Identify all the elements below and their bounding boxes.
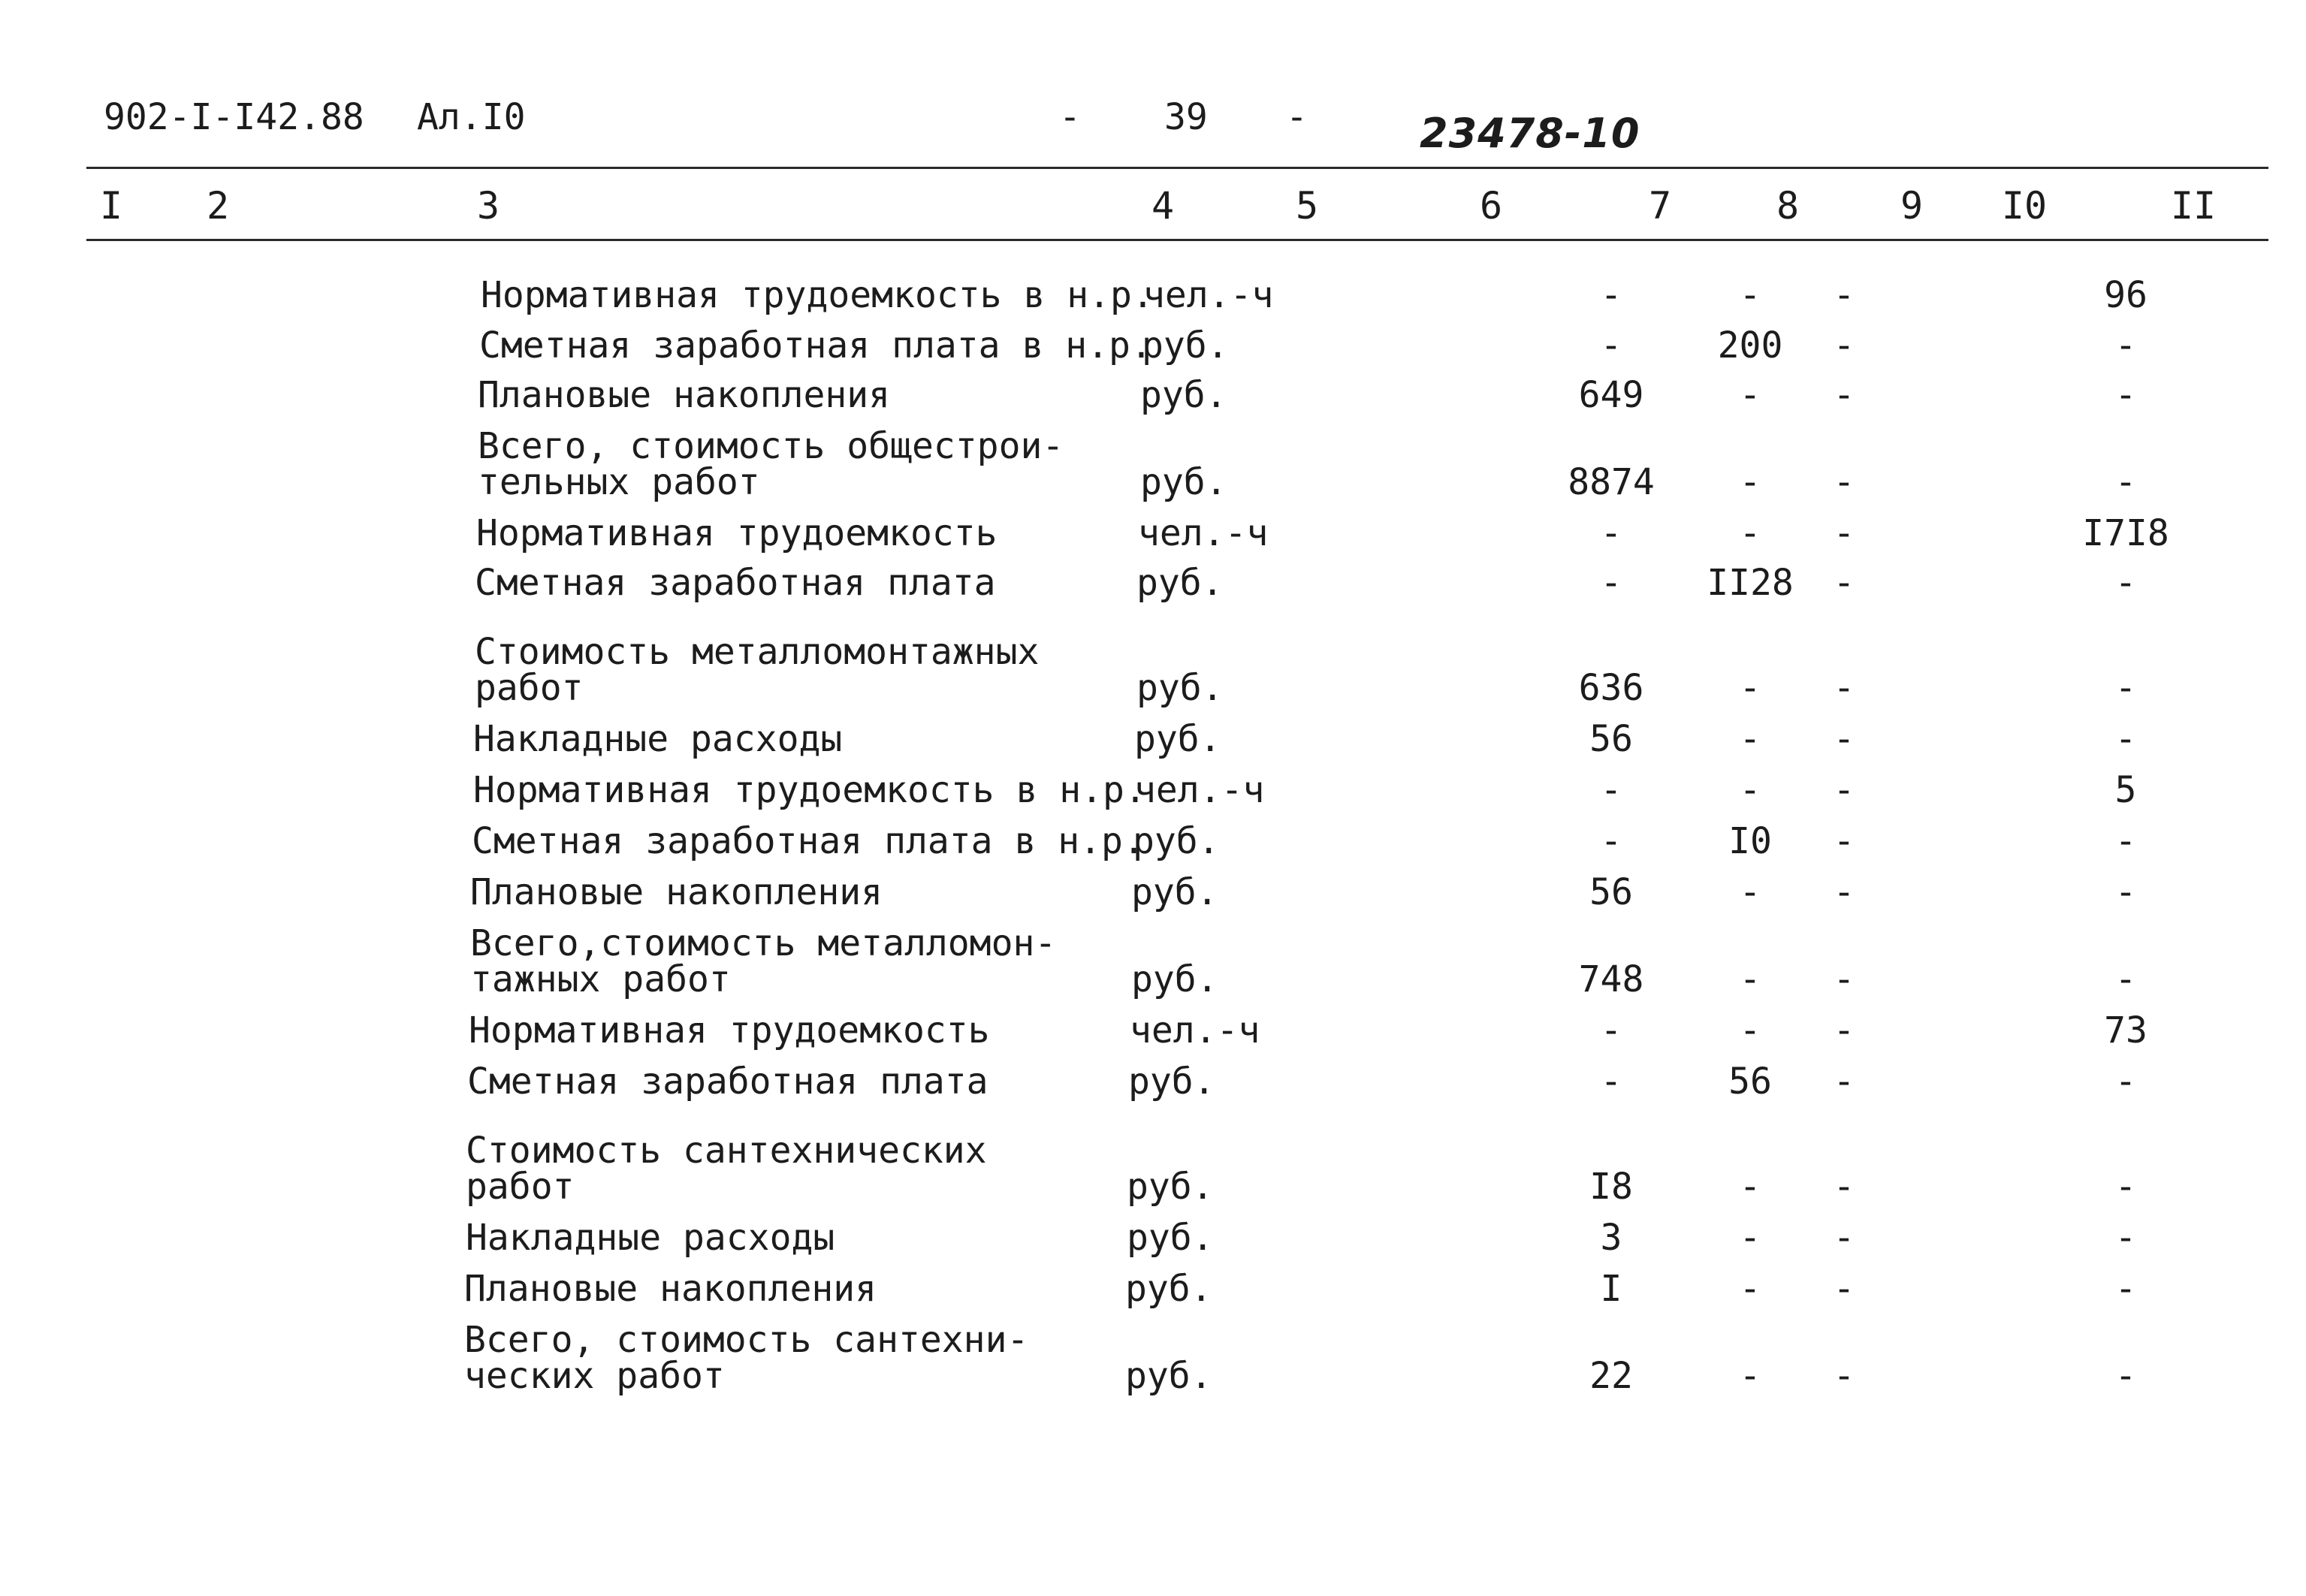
row-unit: руб. [1136,667,1224,709]
row-value-c7: - [1600,274,1622,316]
row-value-c11: 5 [2114,769,2137,811]
row-description: Накладные расходы [473,718,843,760]
column-number: 9 [1900,184,1924,228]
row-description: Плановые накопления [464,1268,877,1310]
row-value-c11: 96 [2104,274,2148,316]
row-unit: руб. [1142,324,1229,367]
row-value-c7: 748 [1578,958,1644,1000]
row-value-c8: - [1739,461,1761,503]
row-value-c9: - [1833,274,1855,316]
row-value-c9: - [1833,769,1855,811]
row-value-c7: 22 [1589,1355,1633,1397]
row-value-c9: - [1833,1009,1855,1051]
column-number: 7 [1648,184,1672,228]
row-value-c11: - [2114,1268,2137,1310]
row-unit: руб. [1140,461,1227,503]
column-number: 8 [1776,184,1800,228]
row-description: Сметная заработная плата [467,1060,989,1103]
row-description: Всего, стоимость общестрои- [478,425,1064,467]
row-description: Нормативная трудоемкость [469,1009,990,1051]
row-description: тельных работ [478,461,760,503]
row-value-c9: - [1833,1217,1855,1259]
column-number: II [2170,184,2217,228]
row-value-c9: - [1833,324,1855,367]
row-value-c11: - [2114,820,2137,862]
row-unit: чел.-ч [1143,274,1274,316]
row-value-c8: - [1739,374,1761,416]
header-bottom-rule [86,239,2268,241]
row-unit: руб. [1125,1355,1212,1397]
row-value-c7: 56 [1589,718,1633,760]
row-description: Стоимость сантехнических [466,1130,987,1172]
row-value-c11: - [2114,562,2137,604]
row-value-c11: - [2114,461,2137,503]
row-description: Сметная заработная плата в н.р. [472,820,1145,862]
row-value-c8: - [1739,958,1761,1000]
row-description: Нормативная трудоемкость [476,512,998,554]
row-value-c11: - [2114,667,2137,709]
row-description: работ [475,667,584,709]
row-value-c8: - [1739,512,1761,554]
row-value-c8: - [1739,769,1761,811]
row-value-c7: - [1600,820,1622,862]
row-description: работ [466,1166,575,1208]
row-value-c11: - [2114,1060,2137,1103]
row-unit: руб. [1127,1166,1214,1208]
row-unit: руб. [1128,1060,1215,1103]
column-number: 6 [1479,184,1503,228]
row-description: Плановые накопления [470,871,883,913]
row-unit: чел.-ч [1134,769,1265,811]
row-unit: руб. [1136,562,1224,604]
row-description: тажных работ [470,958,731,1000]
row-value-c9: - [1833,1268,1855,1310]
row-description: Нормативная трудоемкость в н.р. [473,769,1146,811]
row-description: ческих работ [464,1355,725,1397]
row-value-c11: - [2114,958,2137,1000]
row-value-c7: 56 [1589,871,1633,913]
dash-right: - [1286,96,1308,138]
column-number: 5 [1295,184,1319,228]
row-value-c9: - [1833,1166,1855,1208]
row-unit: руб. [1127,1217,1214,1259]
handwritten-number: 23478-10 [1420,110,1640,157]
header-top-rule [86,167,2268,169]
row-unit: руб. [1131,958,1218,1000]
row-value-c9: - [1833,461,1855,503]
row-value-c11: - [2114,374,2137,416]
row-value-c8: - [1739,1009,1761,1051]
row-value-c11: - [2114,1217,2137,1259]
row-value-c7: - [1600,1060,1622,1103]
row-value-c8: - [1739,1217,1761,1259]
row-value-c7: I [1600,1268,1622,1310]
row-value-c8: 200 [1717,324,1783,367]
row-description: Нормативная трудоемкость в н.р. [481,274,1154,316]
row-value-c9: - [1833,1060,1855,1103]
row-value-c11: - [2114,1166,2137,1208]
sheet-label: Ал.I0 [417,96,526,138]
row-value-c7: - [1600,562,1622,604]
row-description: Всего, стоимость сантехни- [464,1319,1029,1361]
dash-left: - [1059,96,1081,138]
row-value-c8: - [1739,1166,1761,1208]
row-unit: чел.-ч [1138,512,1269,554]
row-value-c11: - [2114,718,2137,760]
column-number: I0 [2001,184,2048,228]
row-value-c9: - [1833,374,1855,416]
row-unit: руб. [1125,1268,1212,1310]
row-value-c9: - [1833,562,1855,604]
row-unit: руб. [1134,718,1221,760]
row-value-c11: - [2114,1355,2137,1397]
column-number: 4 [1151,184,1175,228]
row-value-c7: - [1600,324,1622,367]
row-description: Плановые накопления [478,374,891,416]
row-value-c8: - [1739,871,1761,913]
row-value-c9: - [1833,1355,1855,1397]
row-value-c9: - [1833,718,1855,760]
row-value-c7: 3 [1600,1217,1622,1259]
row-value-c11: - [2114,871,2137,913]
row-value-c11: I7I8 [2082,512,2169,554]
row-value-c7: I8 [1589,1166,1633,1208]
row-unit: руб. [1133,820,1220,862]
column-number: 3 [476,184,500,228]
row-value-c7: - [1600,512,1622,554]
column-number: I [99,184,123,228]
row-value-c9: - [1833,512,1855,554]
row-value-c7: 636 [1578,667,1644,709]
row-value-c8: - [1739,1268,1761,1310]
row-value-c7: 649 [1578,374,1644,416]
row-value-c7: - [1600,1009,1622,1051]
row-description: Сметная заработная плата в н.р. [479,324,1152,367]
row-value-c11: - [2114,324,2137,367]
row-value-c8: - [1739,1355,1761,1397]
row-description: Накладные расходы [466,1217,835,1259]
row-description: Сметная заработная плата [475,562,996,604]
row-value-c8: - [1739,718,1761,760]
row-value-c9: - [1833,820,1855,862]
row-value-c8: 56 [1728,1060,1772,1103]
row-unit: руб. [1140,374,1227,416]
row-value-c9: - [1833,958,1855,1000]
doc-code: 902-I-I42.88 [104,96,364,138]
row-description: Всего,стоимость металломон- [470,922,1057,964]
row-value-c9: - [1833,667,1855,709]
page-number: 39 [1164,96,1208,138]
row-value-c8: - [1739,667,1761,709]
row-value-c8: II28 [1707,562,1794,604]
row-value-c7: - [1600,769,1622,811]
row-unit: руб. [1131,871,1218,913]
row-unit: чел.-ч [1130,1009,1260,1051]
row-value-c9: - [1833,871,1855,913]
row-description: Стоимость металломонтажных [475,631,1040,673]
column-number: 2 [206,184,230,228]
row-value-c8: I0 [1728,820,1772,862]
row-value-c7: 8874 [1568,461,1655,503]
row-value-c8: - [1739,274,1761,316]
row-value-c11: 73 [2104,1009,2148,1051]
